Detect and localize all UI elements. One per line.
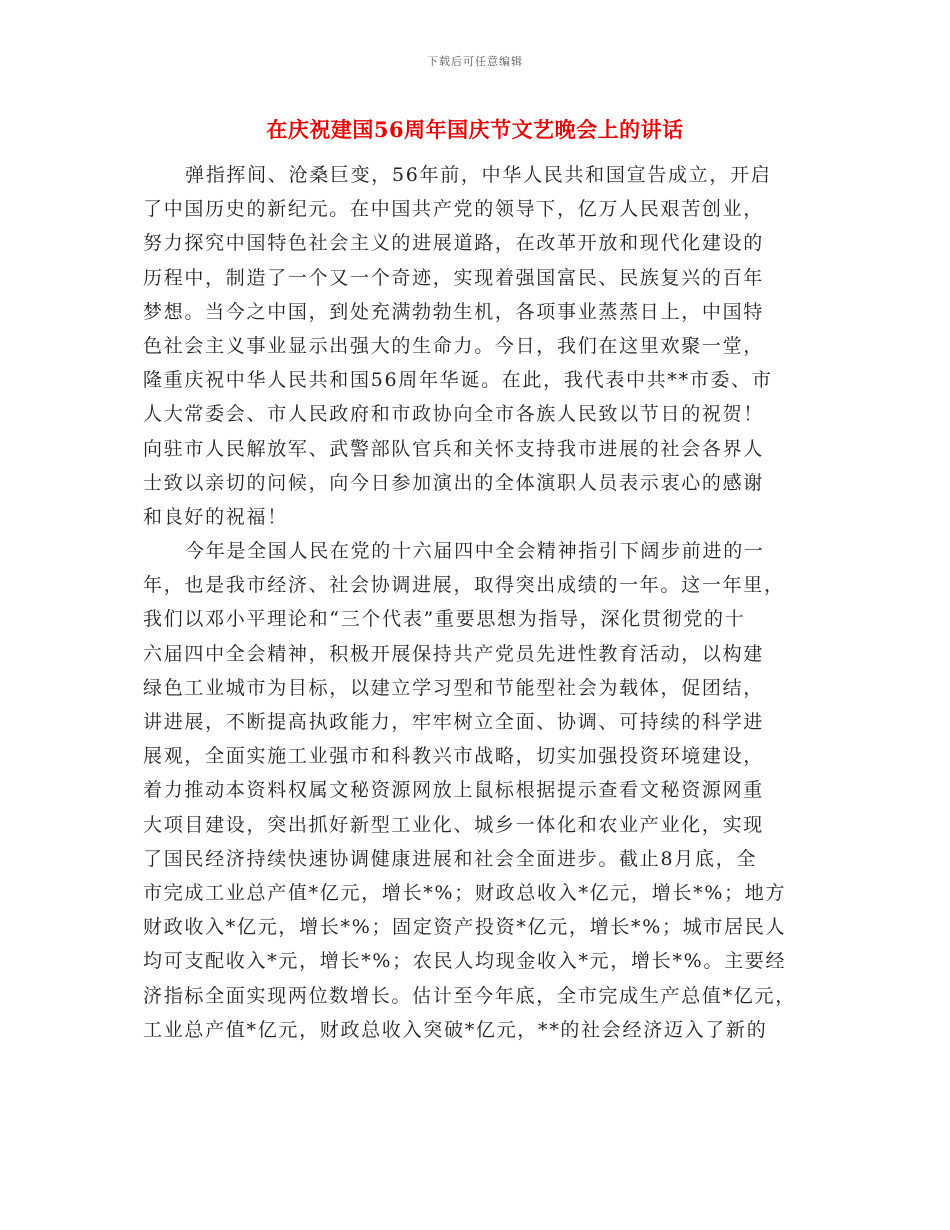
paragraph-2-line-12: 财政收入*亿元，增长*%；固定资产投资*亿元，增长*%；城市居民人 [143, 916, 787, 939]
paragraph-2-line-1: 今年是全国人民在党的十六届四中全会精神指引下阔步前进的一 [185, 540, 765, 563]
paragraph-2-line-5: 绿色工业城市为目标，以建立学习型和节能型社会为载体，促团结， [143, 676, 765, 699]
paragraph-1-line-2: 了中国历史的新纪元。在中国共产党的领导下，亿万人民艰苦创业， [143, 198, 765, 221]
paragraph-2-line-3: 我们以邓小平理论和“三个代表”重要思想为指导，深化贯彻党的十 [143, 608, 746, 631]
paragraph-2-line-11: 市完成工业总产值*亿元，增长*%；财政总收入*亿元，增长*%；地方 [143, 881, 787, 904]
paragraph-2-line-9: 大项目建设，突出抓好新型工业化、城乡一体化和农业产业化，实现 [143, 813, 765, 836]
paragraph-2-line-7: 展观，全面实施工业强市和科教兴市战略，切实加强投资环境建设， [143, 745, 765, 768]
paragraph-2-line-6: 讲进展，不断提高执政能力，牢牢树立全面、协调、可持续的科学进 [143, 711, 765, 733]
header-note: 下载后可任意编辑 [427, 55, 523, 68]
paragraph-1-line-7: 隆重庆祝中华人民共和国56周年华诞。在此，我代表中共**市委、市 [143, 369, 773, 392]
paragraph-2-line-13: 均可支配收入*元，增长*%；农民人均现金收入*元，增长*%。主要经 [143, 950, 787, 973]
paragraph-2-line-8: 着力推动本资料权属文秘资源网放上鼠标根据提示查看文秘资源网重 [143, 779, 765, 802]
paragraph-1-line-9: 向驻市人民解放军、武警部队官兵和关怀支持我市进展的社会各界人 [143, 437, 765, 460]
paragraph-2-line-2: 年，也是我市经济、社会协调进展，取得突出成绩的一年。这一年里， [143, 574, 785, 597]
paragraph-1-line-6: 色社会主义事业显示出强大的生命力。今日，我们在这里欢聚一堂， [143, 334, 765, 357]
paragraph-2-line-15: 工业总产值*亿元，财政总收入突破*亿元，**的社会经济迈入了新的 [143, 1018, 768, 1041]
paragraph-1-line-3: 努力探究中国特色社会主义的进展道路，在改革开放和现代化建设的 [143, 232, 765, 255]
document-title: 在庆祝建国56周年国庆节文艺晚会上的讲话 [266, 117, 684, 142]
paragraph-1-line-11: 和良好的祝福！ [143, 505, 288, 528]
paragraph-1-line-8: 人大常委会、市人民政府和市政协向全市各族人民致以节日的祝贺！ [143, 403, 765, 426]
paragraph-2-line-10: 了国民经济持续快速协调健康进展和社会全面进步。截止8月底，全 [143, 847, 758, 870]
paragraph-2-line-4: 六届四中全会精神，积极开展保持共产党员先进性教育活动，以构建 [143, 642, 765, 665]
paragraph-1-line-5: 梦想。当今之中国，到处充满勃勃生机，各项事业蒸蒸日上，中国特 [143, 300, 765, 323]
paragraph-1-line-10: 士致以亲切的问候，向今日参加演出的全体演职人员表示衷心的感谢 [143, 471, 765, 494]
document-body [143, 158, 815, 1047]
paragraph-1-line-1: 弹指挥间、沧桑巨变，56年前，中华人民共和国宣告成立，开启 [185, 164, 772, 186]
paragraph-2-line-14: 济指标全面实现两位数增长。估计至今年底，全市完成生产总值*亿元， [143, 984, 796, 1007]
paragraph-1-line-4: 历程中，制造了一个又一个奇迹，实现着强国富民、民族复兴的百年 [143, 266, 765, 289]
